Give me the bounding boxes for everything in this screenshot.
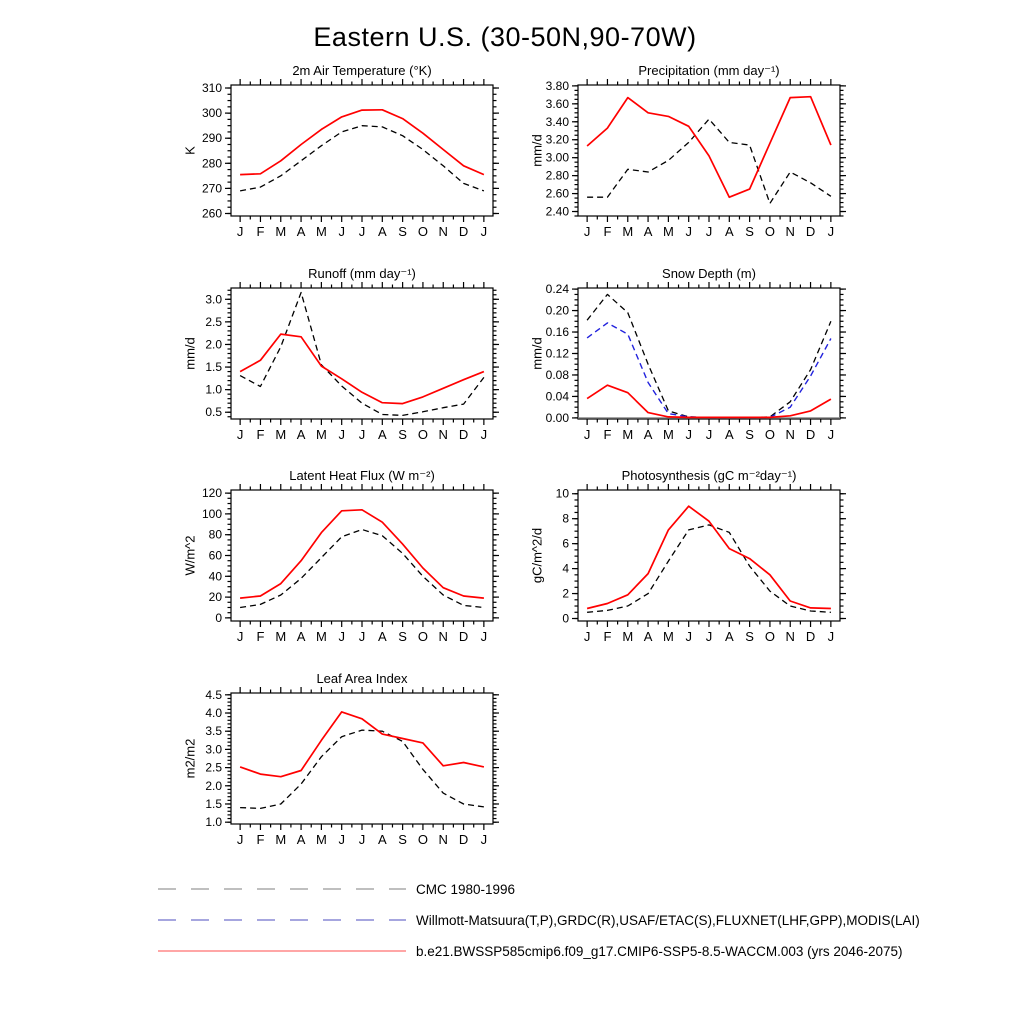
svg-text:0: 0 <box>215 610 222 625</box>
panel-leaf-area-index <box>170 668 510 860</box>
svg-text:290: 290 <box>201 131 222 146</box>
svg-text:F: F <box>603 427 612 442</box>
panel-title: Precipitation (mm day⁻¹) <box>638 63 780 78</box>
svg-text:D: D <box>458 832 469 847</box>
svg-text:A: A <box>724 224 734 239</box>
svg-text:N: N <box>785 629 795 644</box>
svg-text:J: J <box>236 629 244 644</box>
svg-text:A: A <box>643 629 653 644</box>
svg-text:A: A <box>643 427 653 442</box>
svg-text:O: O <box>417 427 428 442</box>
svg-text:2.5: 2.5 <box>205 760 222 775</box>
svg-text:A: A <box>724 427 734 442</box>
svg-text:3.0: 3.0 <box>205 742 222 757</box>
svg-text:D: D <box>458 629 469 644</box>
svg-text:O: O <box>764 224 775 239</box>
svg-text:O: O <box>417 629 428 644</box>
y-axis-label: mm/d <box>182 337 198 370</box>
svg-text:A: A <box>296 224 306 239</box>
svg-text:1.5: 1.5 <box>205 796 222 811</box>
svg-text:80: 80 <box>208 527 222 542</box>
svg-text:D: D <box>805 629 816 644</box>
svg-text:2.0: 2.0 <box>205 337 222 352</box>
y-axis-label: K <box>182 146 198 155</box>
svg-text:A: A <box>643 224 653 239</box>
svg-text:N: N <box>438 832 448 847</box>
svg-text:2: 2 <box>562 586 569 601</box>
svg-text:F: F <box>256 427 265 442</box>
svg-text:M: M <box>275 629 287 644</box>
panel-title: Runoff (mm day⁻¹) <box>308 266 416 281</box>
svg-text:J: J <box>338 427 345 442</box>
svg-text:2.0: 2.0 <box>205 778 222 793</box>
svg-text:M: M <box>275 224 287 239</box>
svg-text:0.5: 0.5 <box>205 405 222 420</box>
svg-text:60: 60 <box>208 548 222 563</box>
svg-text:4.0: 4.0 <box>205 706 222 721</box>
solid-line-sample-icon <box>158 947 406 955</box>
svg-text:3.0: 3.0 <box>205 292 222 307</box>
svg-text:J: J <box>827 629 835 644</box>
svg-text:S: S <box>398 629 407 644</box>
svg-text:J: J <box>358 832 366 847</box>
panel-2m-air-temperature <box>170 60 510 252</box>
latent-heat-flux-plot <box>170 465 510 657</box>
svg-text:A: A <box>377 832 387 847</box>
svg-text:J: J <box>583 224 591 239</box>
svg-text:M: M <box>662 427 674 442</box>
svg-text:M: M <box>275 832 287 847</box>
panel-precipitation <box>517 60 857 252</box>
figure-title: Eastern U.S. (30-50N,90-70W) <box>313 22 697 52</box>
svg-text:8: 8 <box>562 511 569 526</box>
dashed-line-sample-icon <box>158 916 406 924</box>
y-axis-label: mm/d <box>529 337 545 370</box>
svg-text:J: J <box>685 629 692 644</box>
svg-text:N: N <box>438 427 448 442</box>
svg-text:260: 260 <box>201 206 222 221</box>
svg-text:D: D <box>458 427 469 442</box>
svg-text:4.5: 4.5 <box>205 687 222 702</box>
svg-text:N: N <box>785 427 795 442</box>
panel-runoff <box>170 263 510 455</box>
svg-text:2.5: 2.5 <box>205 314 222 329</box>
svg-text:120: 120 <box>201 486 222 501</box>
svg-text:20: 20 <box>208 590 222 605</box>
svg-text:M: M <box>622 427 634 442</box>
svg-text:J: J <box>480 832 488 847</box>
legend-item-cmc <box>158 878 998 900</box>
svg-text:2.40: 2.40 <box>545 204 569 219</box>
svg-text:280: 280 <box>201 156 222 171</box>
svg-text:0.16: 0.16 <box>545 325 569 340</box>
panel-title: 2m Air Temperature (°K) <box>292 63 432 78</box>
svg-text:S: S <box>398 832 407 847</box>
svg-text:1.0: 1.0 <box>205 382 222 397</box>
legend-label: Willmott-Matsuura(T,P),GRDC(R),USAF/ETAC(S),FLUXNET(LHF,GPP),MODIS(LAI) <box>416 912 920 928</box>
svg-text:M: M <box>275 427 287 442</box>
svg-text:J: J <box>705 224 713 239</box>
svg-text:J: J <box>827 427 835 442</box>
photosynthesis-plot <box>517 465 857 657</box>
y-axis-label: gC/m^2/d <box>529 527 545 584</box>
svg-text:F: F <box>603 629 612 644</box>
svg-text:O: O <box>417 832 428 847</box>
dashed-line-sample-icon <box>158 885 406 893</box>
svg-text:N: N <box>785 224 795 239</box>
svg-text:F: F <box>256 629 265 644</box>
svg-text:3.00: 3.00 <box>545 150 569 165</box>
svg-text:J: J <box>236 832 244 847</box>
svg-text:0: 0 <box>562 611 569 626</box>
svg-text:O: O <box>764 629 775 644</box>
legend-label: b.e21.BWSSP585cmip6.f09_g17.CMIP6-SSP5-8.5-WACCM.003 (yrs 2046-2075) <box>416 943 903 959</box>
svg-text:3.60: 3.60 <box>545 96 569 111</box>
svg-text:F: F <box>256 832 265 847</box>
svg-text:J: J <box>338 832 345 847</box>
svg-text:M: M <box>315 832 327 847</box>
svg-text:J: J <box>358 224 366 239</box>
svg-text:A: A <box>296 629 306 644</box>
svg-text:1.5: 1.5 <box>205 360 222 375</box>
svg-text:D: D <box>458 224 469 239</box>
panel-title: Latent Heat Flux (W m⁻²) <box>289 468 435 483</box>
svg-text:O: O <box>764 427 775 442</box>
svg-text:S: S <box>745 224 754 239</box>
legend-item-observations <box>158 909 998 931</box>
runoff-plot <box>170 263 510 455</box>
panel-latent-heat-flux <box>170 465 510 657</box>
svg-text:J: J <box>480 427 488 442</box>
svg-text:D: D <box>805 224 816 239</box>
svg-text:A: A <box>724 629 734 644</box>
temperature-plot <box>170 60 510 252</box>
svg-text:6: 6 <box>562 536 569 551</box>
svg-text:4: 4 <box>562 561 569 576</box>
svg-text:0.00: 0.00 <box>545 410 569 425</box>
panel-title: Photosynthesis (gC m⁻²day⁻¹) <box>621 468 797 483</box>
svg-text:J: J <box>338 629 345 644</box>
legend <box>158 878 998 971</box>
svg-text:F: F <box>603 224 612 239</box>
svg-text:3.5: 3.5 <box>205 724 222 739</box>
svg-text:N: N <box>438 224 448 239</box>
leaf-area-index-plot <box>170 668 510 860</box>
svg-text:0.12: 0.12 <box>545 346 569 361</box>
snow-depth-plot <box>517 263 857 455</box>
panel-snow-depth <box>517 263 857 455</box>
svg-text:1.0: 1.0 <box>205 815 222 830</box>
svg-text:A: A <box>296 427 306 442</box>
svg-text:J: J <box>705 629 713 644</box>
y-axis-label: m2/m2 <box>182 738 198 779</box>
svg-text:S: S <box>398 427 407 442</box>
svg-text:M: M <box>622 224 634 239</box>
precipitation-plot <box>517 60 857 252</box>
svg-text:J: J <box>583 427 591 442</box>
svg-text:M: M <box>315 224 327 239</box>
svg-text:300: 300 <box>201 106 222 121</box>
svg-text:O: O <box>417 224 428 239</box>
svg-text:A: A <box>377 224 387 239</box>
svg-text:S: S <box>745 629 754 644</box>
svg-text:0.24: 0.24 <box>545 282 569 297</box>
svg-text:A: A <box>377 427 387 442</box>
svg-text:S: S <box>745 427 754 442</box>
svg-text:3.40: 3.40 <box>545 114 569 129</box>
svg-text:A: A <box>377 629 387 644</box>
svg-text:J: J <box>358 427 366 442</box>
svg-text:3.20: 3.20 <box>545 132 569 147</box>
panel-photosynthesis <box>517 465 857 657</box>
svg-text:J: J <box>358 629 366 644</box>
svg-text:100: 100 <box>201 506 222 521</box>
svg-text:J: J <box>338 224 345 239</box>
svg-text:D: D <box>805 427 816 442</box>
svg-text:270: 270 <box>201 181 222 196</box>
y-axis-label: mm/d <box>529 134 545 167</box>
svg-text:M: M <box>662 629 674 644</box>
svg-text:J: J <box>705 427 713 442</box>
svg-text:0.20: 0.20 <box>545 303 569 318</box>
svg-text:J: J <box>480 224 488 239</box>
svg-text:3.80: 3.80 <box>545 78 569 93</box>
svg-text:10: 10 <box>555 486 569 501</box>
svg-text:J: J <box>583 629 591 644</box>
svg-text:0.04: 0.04 <box>545 389 569 404</box>
svg-text:0.08: 0.08 <box>545 367 569 382</box>
svg-text:F: F <box>256 224 265 239</box>
svg-text:J: J <box>685 224 692 239</box>
legend-item-model <box>158 940 998 962</box>
svg-text:J: J <box>236 427 244 442</box>
panel-title: Leaf Area Index <box>316 671 408 686</box>
svg-text:M: M <box>315 427 327 442</box>
panel-title: Snow Depth (m) <box>662 266 756 281</box>
svg-text:M: M <box>662 224 674 239</box>
svg-text:40: 40 <box>208 569 222 584</box>
svg-text:J: J <box>685 427 692 442</box>
svg-text:M: M <box>622 629 634 644</box>
svg-text:A: A <box>296 832 306 847</box>
svg-text:M: M <box>315 629 327 644</box>
legend-label: CMC 1980-1996 <box>416 881 516 897</box>
svg-text:J: J <box>827 224 835 239</box>
svg-text:2.60: 2.60 <box>545 186 569 201</box>
svg-text:N: N <box>438 629 448 644</box>
y-axis-label: W/m^2 <box>182 535 198 576</box>
svg-text:J: J <box>236 224 244 239</box>
svg-text:310: 310 <box>201 81 222 96</box>
svg-text:S: S <box>398 224 407 239</box>
svg-text:2.80: 2.80 <box>545 168 569 183</box>
svg-text:J: J <box>480 629 488 644</box>
